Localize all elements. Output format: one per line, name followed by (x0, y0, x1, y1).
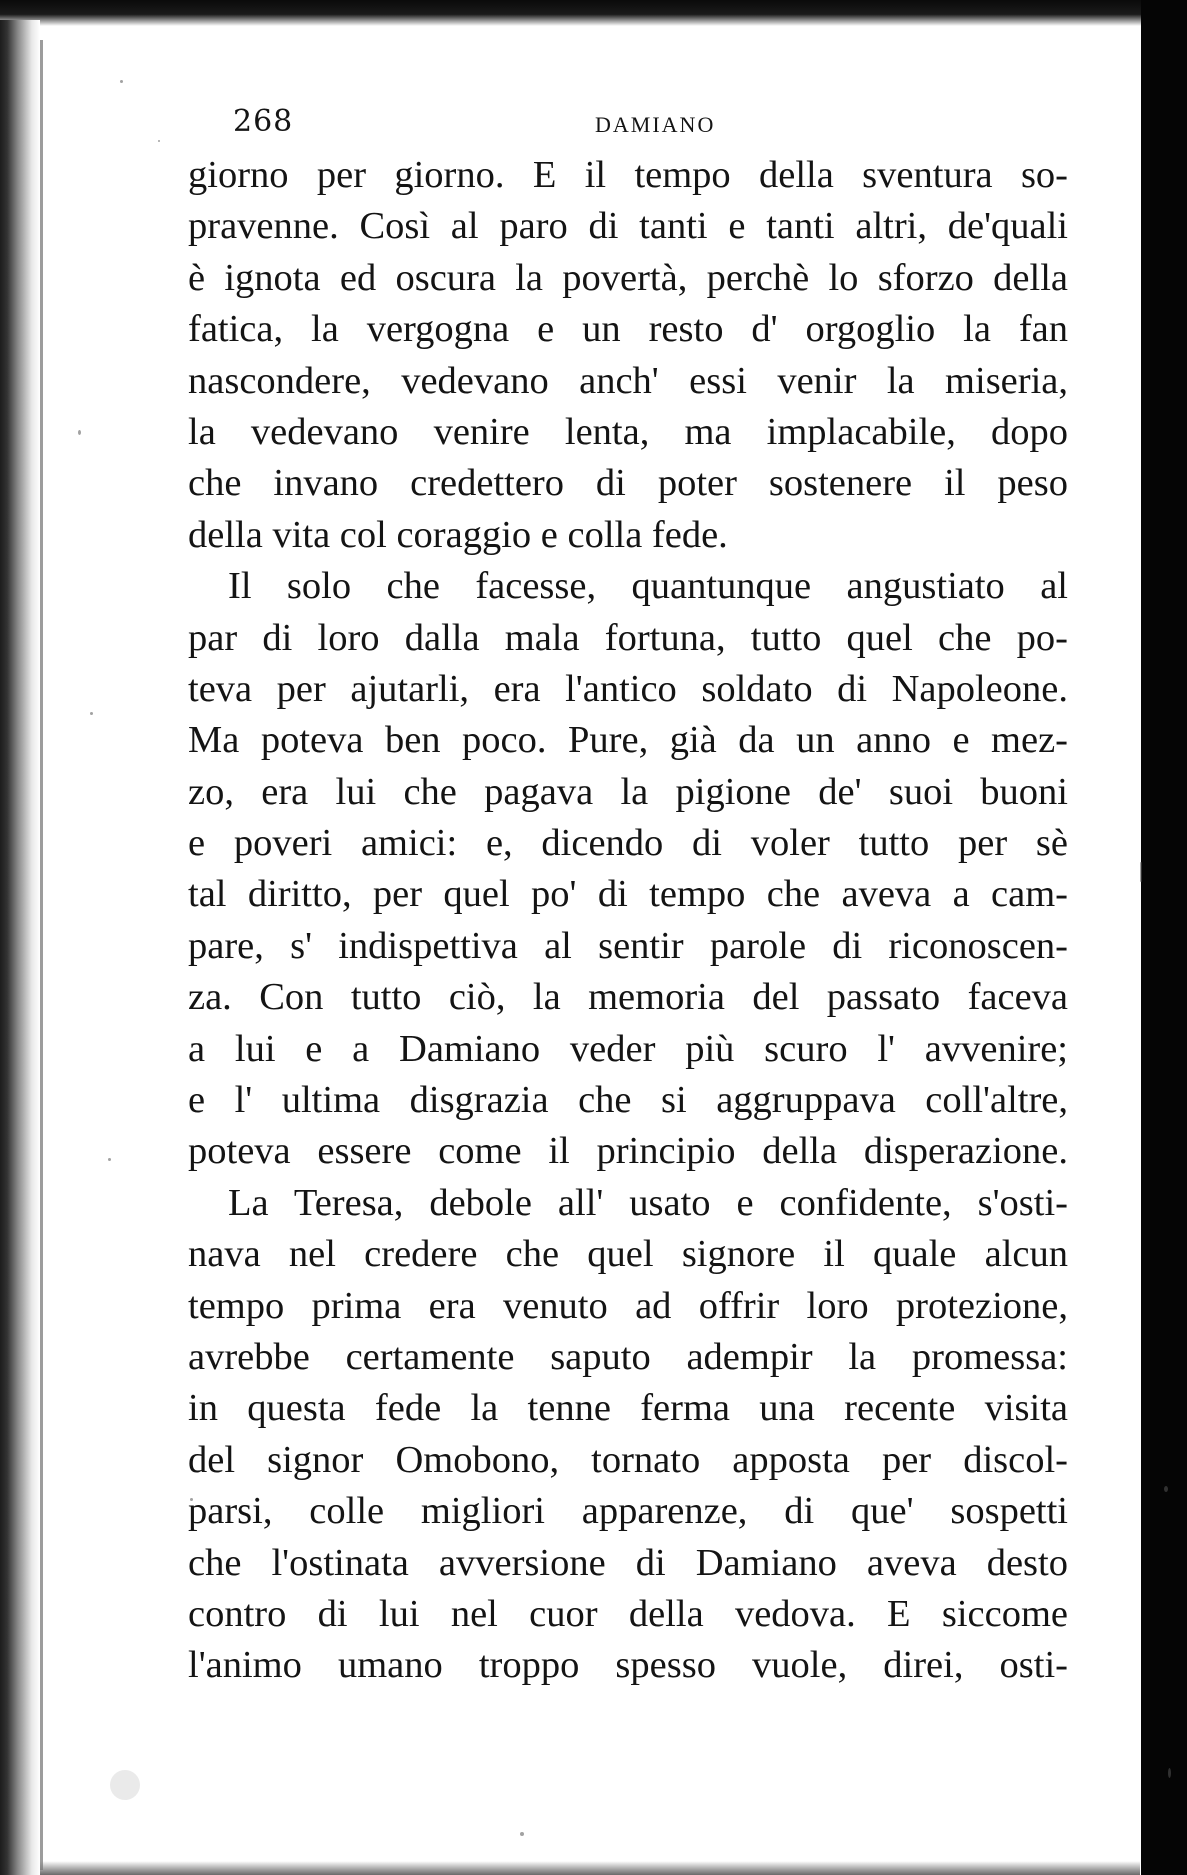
text-line: pare, s' indispettiva al sentir parole di riconoscen- (188, 924, 1068, 967)
scan-top-edge (0, 0, 1141, 26)
text-line: nascondere, vedevano anch' essi venir la miseria, (188, 359, 1068, 402)
text-line: par di loro dalla mala fortuna, tutto quel che po- (188, 616, 1068, 659)
text-line: del signor Omobono, tornato apposta per discol- (188, 1438, 1068, 1481)
scan-binding-line (40, 40, 43, 1870)
text-line: contro di lui nel cuor della vedova. E siccome (188, 1592, 1068, 1635)
text-line: Il solo che facesse, quantunque angustiato al (228, 565, 1068, 608)
text-line: tempo prima era venuto ad offrir loro protezione, (188, 1284, 1068, 1327)
text-line: la vedevano venire lenta, ma implacabile, dopo (188, 410, 1068, 453)
text-line: tal diritto, per quel po' di tempo che aveva a cam- (188, 873, 1068, 916)
text-line: che l'ostinata avversione di Damiano aveva desto (188, 1541, 1068, 1584)
text-line: e l' ultima disgrazia che si aggruppava coll'altre, (188, 1079, 1068, 1122)
text-line: La Teresa, debole all' usato e confidente, s'osti- (228, 1181, 1068, 1224)
text-line: parsi, colle migliori apparenze, di que' sospetti (188, 1490, 1068, 1533)
text-line: fatica, la vergogna e un resto d' orgoglio la fan (188, 308, 1068, 351)
scan-speck (1168, 1768, 1171, 1778)
scan-speck (120, 80, 123, 83)
text-line: za. Con tutto ciò, la memoria del passato faceva (188, 976, 1068, 1019)
text-line: e poveri amici: e, dicendo di voler tutto per sè (188, 822, 1068, 865)
text-line: Ma poteva ben poco. Pure, già da un anno e mez- (188, 719, 1068, 762)
scan-bottom-edge (40, 1861, 1140, 1875)
text-line: teva per ajutarli, era l'antico soldato di Napoleone. (188, 667, 1068, 710)
body-text (188, 150, 1068, 1692)
text-line: è ignota ed oscura la povertà, perchè lo sforzo della (188, 256, 1068, 299)
page-number: 268 (233, 104, 294, 139)
scan-speck (158, 140, 160, 142)
scan-speck (108, 1158, 111, 1161)
scan-speck (90, 712, 93, 715)
text-line: zo, era lui che pagava la pigione de' suoi buoni (188, 770, 1068, 813)
text-line: pravenne. Così al paro di tanti e tanti altri, de'quali (188, 205, 1068, 248)
text-line: nava nel credere che quel signore il quale alcun (188, 1233, 1068, 1276)
text-line: poteva essere come il principio della disperazione. (188, 1130, 1068, 1173)
text-line: della vita col coraggio e colla fede. (188, 513, 728, 556)
scan-speck (1140, 862, 1142, 882)
scan-binding-edge (0, 20, 40, 1875)
scan-speck (1164, 1486, 1168, 1492)
text-line: avrebbe certamente saputo adempir la promessa: (188, 1335, 1068, 1378)
text-line: in questa fede la tenne ferma una recente visita (188, 1387, 1068, 1430)
text-line: che invano credettero di poter sostenere il peso (188, 462, 1068, 505)
text-line: a lui e a Damiano veder più scuro l' avvenire; (188, 1027, 1068, 1070)
scan-speck (78, 430, 81, 435)
scan-right-edge (1141, 0, 1187, 1875)
scan-speck (110, 1770, 140, 1800)
scan-speck (520, 1832, 524, 1836)
text-line: l'animo umano troppo spesso vuole, direi, osti- (188, 1644, 1068, 1687)
text-line: giorno per giorno. E il tempo della sventura so- (188, 154, 1068, 196)
running-head: DAMIANO (595, 112, 716, 137)
